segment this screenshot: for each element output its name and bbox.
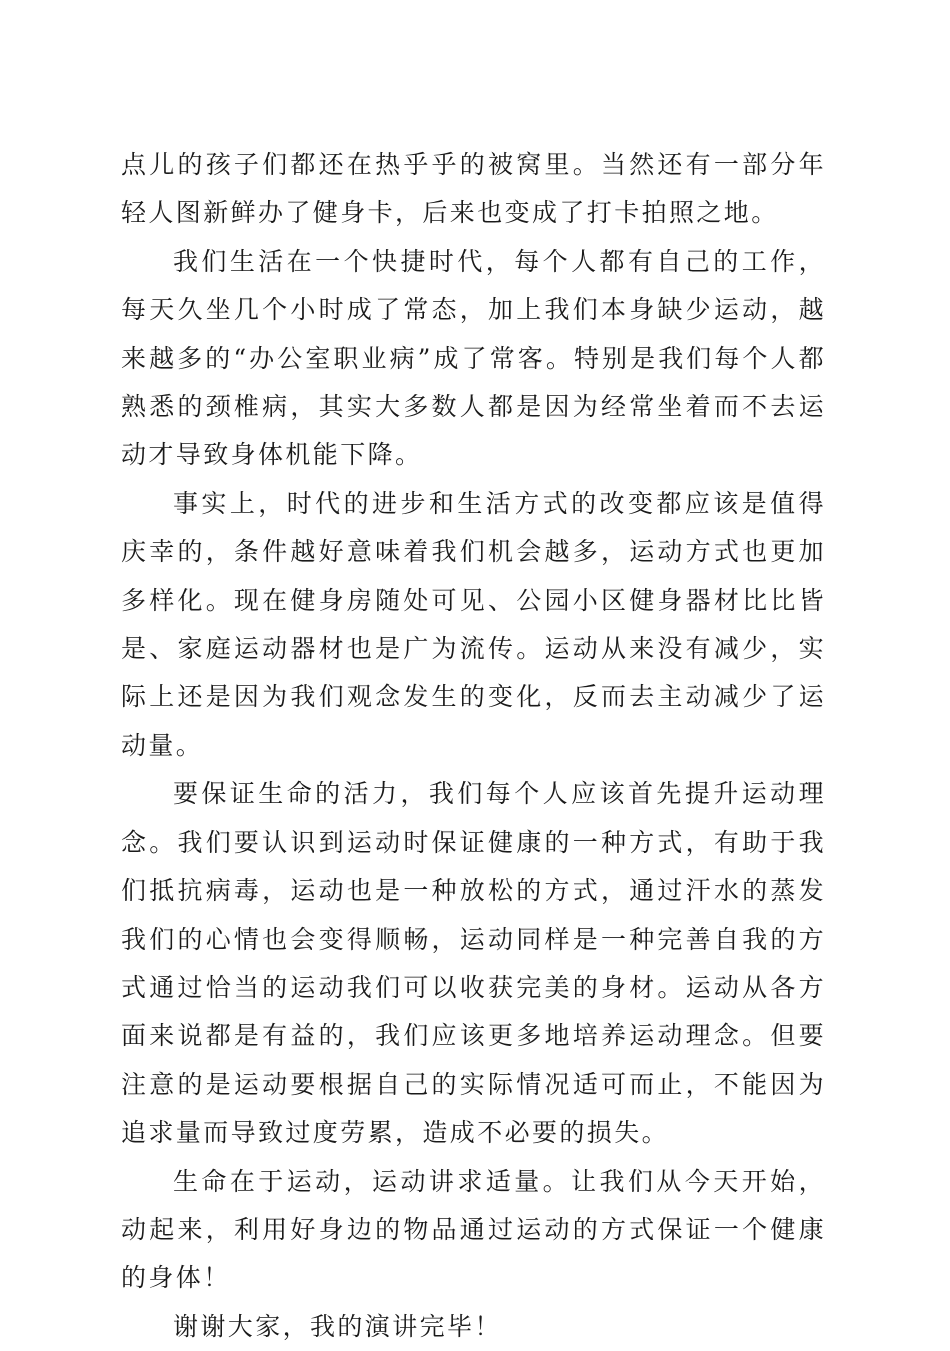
paragraph-call-to-action: 生命在于运动，运动讲求适量。让我们从今天开始，动起来，利用好身边的物品通过运动的方式保证一个健康的身体！ [121,1166,826,1293]
paragraph-continuation: 点儿的孩子们都还在热乎乎的被窝里。当然还有一部分年轻人图新鲜办了健身卡，后来也变成了打卡拍照之地。 [121,150,826,228]
document-body [121,141,826,1351]
paragraph-progress: 事实上，时代的进步和生活方式的改变都应该是值得庆幸的，条件越好意味着我们机会越多，运动方式也更加多样化。现在健身房随处可见、公园小区健身器材比比皆是、家庭运动器材也是广为流传。运动从来没有减少，实际上还是因为我们观念发生的变化，反而去主动减少了运动量。 [121,488,826,760]
paragraph-sedentary-life: 我们生活在一个快捷时代，每个人都有自己的工作，每天久坐几个小时成了常态，加上我们本身缺少运动，越来越多的“办公室职业病”成了常客。特别是我们每个人都熟悉的颈椎病，其实大多数人都是因为经常坐着而不去运动才导致身体机能下降。 [121,246,826,470]
paragraph-closing: 谢谢大家，我的演讲完毕！ [173,1311,502,1341]
paragraph-exercise-concept: 要保证生命的活力，我们每个人应该首先提升运动理念。我们要认识到运动时保证健康的一种方式，有助于我们抵抗病毒，运动也是一种放松的方式，通过汗水的蒸发我们的心情也会变得顺畅，运动同样是一种完善自我的方式通过恰当的运动我们可以收获完美的身材。运动从各方面来说都是有益的，我们应该更多地培养运动理念。但要注意的是运动要根据自己的实际情况适可而止，不能因为追求量而导致过度劳累，造成不必要的损失。 [121,779,826,1148]
